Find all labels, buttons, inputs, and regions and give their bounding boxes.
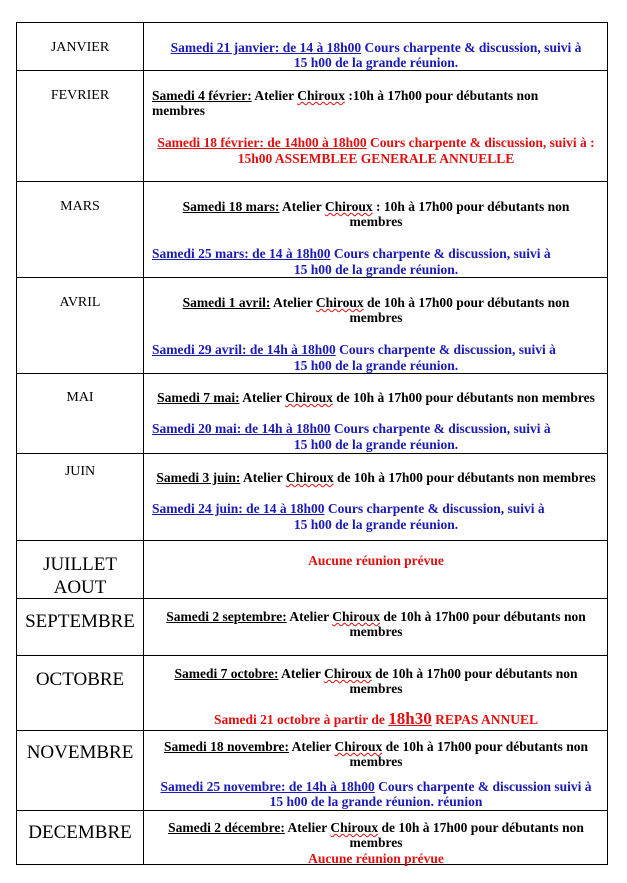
event-text: Chiroux bbox=[285, 390, 333, 405]
event-date: Samedi 20 mai: de 14h à 18h00 bbox=[152, 421, 331, 436]
event-text: Chiroux bbox=[315, 295, 364, 310]
event-date: Samedi 29 avril: de 14h à 18h00 bbox=[152, 342, 336, 357]
event-mars-atelier bbox=[145, 199, 607, 214]
event-mars-cours bbox=[152, 246, 614, 261]
event-date: Samedi 18 mars: bbox=[182, 199, 280, 214]
event-date: Samedi 7 octobre: bbox=[174, 666, 279, 681]
row-divider bbox=[16, 655, 608, 656]
event-novembre-cours-end: 15 h00 de la grande réunion. réunion bbox=[269, 794, 483, 809]
month-juin: JUIN bbox=[64, 464, 96, 479]
month-juillet: JUILLET bbox=[43, 554, 117, 575]
event-text: : 10h à 17h00 pour débutants non bbox=[372, 199, 570, 214]
event-text: Atelier bbox=[289, 739, 335, 754]
event-avril-atelier bbox=[145, 295, 607, 310]
event-date: Samedi 4 février: bbox=[152, 88, 252, 103]
event-text: Atelier bbox=[251, 88, 298, 103]
row-divider bbox=[16, 540, 608, 541]
event-text: Chiroux bbox=[332, 609, 381, 624]
row-divider bbox=[16, 453, 608, 454]
row-divider bbox=[16, 181, 608, 182]
event-text: de 10h à 17h00 pour débutants non bbox=[378, 820, 584, 835]
event-text: de 10h à 17h00 pour débutants non membres bbox=[332, 390, 595, 405]
event-date: Samedi 25 mars: de 14 à 18h00 bbox=[152, 246, 331, 261]
event-date: Samedi 2 septembre: bbox=[166, 609, 287, 624]
event-septembre-atelier bbox=[145, 609, 607, 624]
event-mai-cours-end: 15 h00 de la grande réunion. bbox=[293, 437, 459, 452]
event-fevrier-atelier-end: membres bbox=[152, 103, 205, 118]
row-divider bbox=[16, 810, 608, 811]
event-octobre-atelier bbox=[145, 666, 607, 681]
event-text: de 10h à 17h00 pour débutants non membres bbox=[333, 470, 596, 485]
row-divider bbox=[16, 277, 608, 278]
event-novembre-atelier bbox=[145, 739, 607, 754]
event-octobre-repas bbox=[145, 711, 607, 727]
event-date: Samedi 25 novembre: de 14h à 18h00 bbox=[160, 779, 375, 794]
event-text: de 10h à 17h00 pour débutants non bbox=[380, 609, 586, 624]
month-fevrier: FEVRIER bbox=[50, 88, 110, 103]
row-divider bbox=[16, 70, 608, 71]
event-novembre-cours bbox=[145, 779, 607, 794]
event-novembre-atelier-end: membres bbox=[349, 754, 403, 769]
event-text: Atelier bbox=[284, 820, 331, 835]
event-date: Samedi 18 novembre: bbox=[164, 739, 290, 754]
column-divider bbox=[143, 22, 144, 865]
event-text: REPAS ANNUEL bbox=[431, 712, 538, 727]
event-decembre-atelier bbox=[145, 820, 607, 835]
month-mai: MAI bbox=[66, 390, 94, 405]
month-mars: MARS bbox=[60, 199, 100, 214]
event-date: Samedi 1 avril: bbox=[182, 295, 271, 310]
event-summer-none: Aucune réunion prévue bbox=[308, 553, 444, 568]
event-date: Samedi 2 décembre: bbox=[168, 820, 285, 835]
event-avril-cours-end: 15 h00 de la grande réunion. bbox=[293, 358, 459, 373]
month-avril: AVRIL bbox=[59, 295, 101, 310]
event-text: Chiroux bbox=[324, 666, 372, 681]
event-text: Cours charpente & discussion, suivi à bbox=[335, 342, 556, 357]
event-text: Chiroux bbox=[297, 88, 345, 103]
event-septembre-atelier-end: membres bbox=[349, 624, 403, 639]
event-text: :10h à 17h00 pour débutants non bbox=[344, 88, 539, 103]
event-text: Atelier bbox=[278, 666, 324, 681]
event-juin-cours bbox=[152, 501, 614, 516]
row-divider bbox=[16, 730, 608, 731]
month-novembre: NOVEMBRE bbox=[26, 742, 134, 763]
event-text: Chiroux bbox=[324, 199, 373, 214]
event-date: Samedi 24 juin: de 14 à 18h00 bbox=[152, 501, 325, 516]
event-time: 18h30 bbox=[388, 709, 432, 728]
event-text: Cours charpente & discussion, suivi à bbox=[361, 40, 582, 55]
event-fevrier-atelier bbox=[152, 88, 614, 103]
event-decembre-atelier-end: membres bbox=[349, 835, 403, 850]
event-date: Samedi 21 janvier: de 14 à 18h00 bbox=[170, 40, 362, 55]
event-mai-cours bbox=[152, 421, 614, 436]
event-mai-atelier bbox=[145, 390, 607, 405]
event-text: Atelier bbox=[239, 390, 286, 405]
month-septembre: SEPTEMBRE bbox=[25, 611, 135, 632]
event-juin-atelier bbox=[145, 470, 607, 485]
event-text: Cours charpente & discussion, suivi à : bbox=[366, 135, 595, 150]
event-juin-cours-end: 15 h00 de la grande réunion. bbox=[293, 517, 459, 532]
event-mars-cours-end: 15 h00 de la grande réunion. bbox=[293, 262, 459, 277]
month-decembre: DECEMBRE bbox=[28, 822, 132, 843]
event-text: de 10h à 17h00 pour débutants non bbox=[371, 666, 578, 681]
event-text: de 10h à 17h00 pour débutants non bbox=[363, 295, 570, 310]
month-octobre: OCTOBRE bbox=[35, 669, 125, 690]
event-text: Atelier bbox=[240, 470, 286, 485]
row-divider bbox=[16, 373, 608, 374]
event-janvier-cours-end: 15 h00 de la grande réunion. bbox=[293, 55, 459, 70]
event-octobre-atelier-end: membres bbox=[349, 681, 403, 696]
event-text: Cours charpente & discussion, suivi à bbox=[330, 246, 551, 261]
event-mars-atelier-end: membres bbox=[349, 214, 403, 229]
event-text: de 10h à 17h00 pour débutants non bbox=[382, 739, 588, 754]
event-date: Samedi 7 mai: bbox=[157, 390, 240, 405]
event-date: Samedi 3 juin: bbox=[156, 470, 241, 485]
event-text: Samedi 21 octobre à partir de bbox=[214, 712, 389, 727]
event-avril-atelier-end: membres bbox=[349, 310, 403, 325]
event-janvier-cours bbox=[145, 40, 607, 55]
event-text: Cours charpente & discussion, suivi à bbox=[330, 421, 551, 436]
event-text: Cours charpente & discussion, suivi à bbox=[324, 501, 545, 516]
month-janvier: JANVIER bbox=[50, 40, 110, 55]
month-aout: AOUT bbox=[53, 577, 107, 598]
event-text: Chiroux bbox=[330, 820, 379, 835]
event-fevrier-ag-end: 15h00 ASSEMBLEE GENERALE ANNUELLE bbox=[237, 151, 515, 166]
event-text: Atelier bbox=[279, 199, 325, 214]
event-decembre-none: Aucune réunion prévue bbox=[308, 851, 444, 866]
event-text: Chiroux bbox=[285, 470, 334, 485]
event-text: Atelier bbox=[286, 609, 333, 624]
event-text: Chiroux bbox=[334, 739, 383, 754]
event-avril-cours bbox=[152, 342, 614, 357]
event-text: Cours charpente & discussion suivi à bbox=[374, 779, 592, 794]
event-text: Atelier bbox=[270, 295, 316, 310]
event-fevrier-ag bbox=[145, 135, 607, 150]
event-date: Samedi 18 février: de 14h00 à 18h00 bbox=[157, 135, 367, 150]
